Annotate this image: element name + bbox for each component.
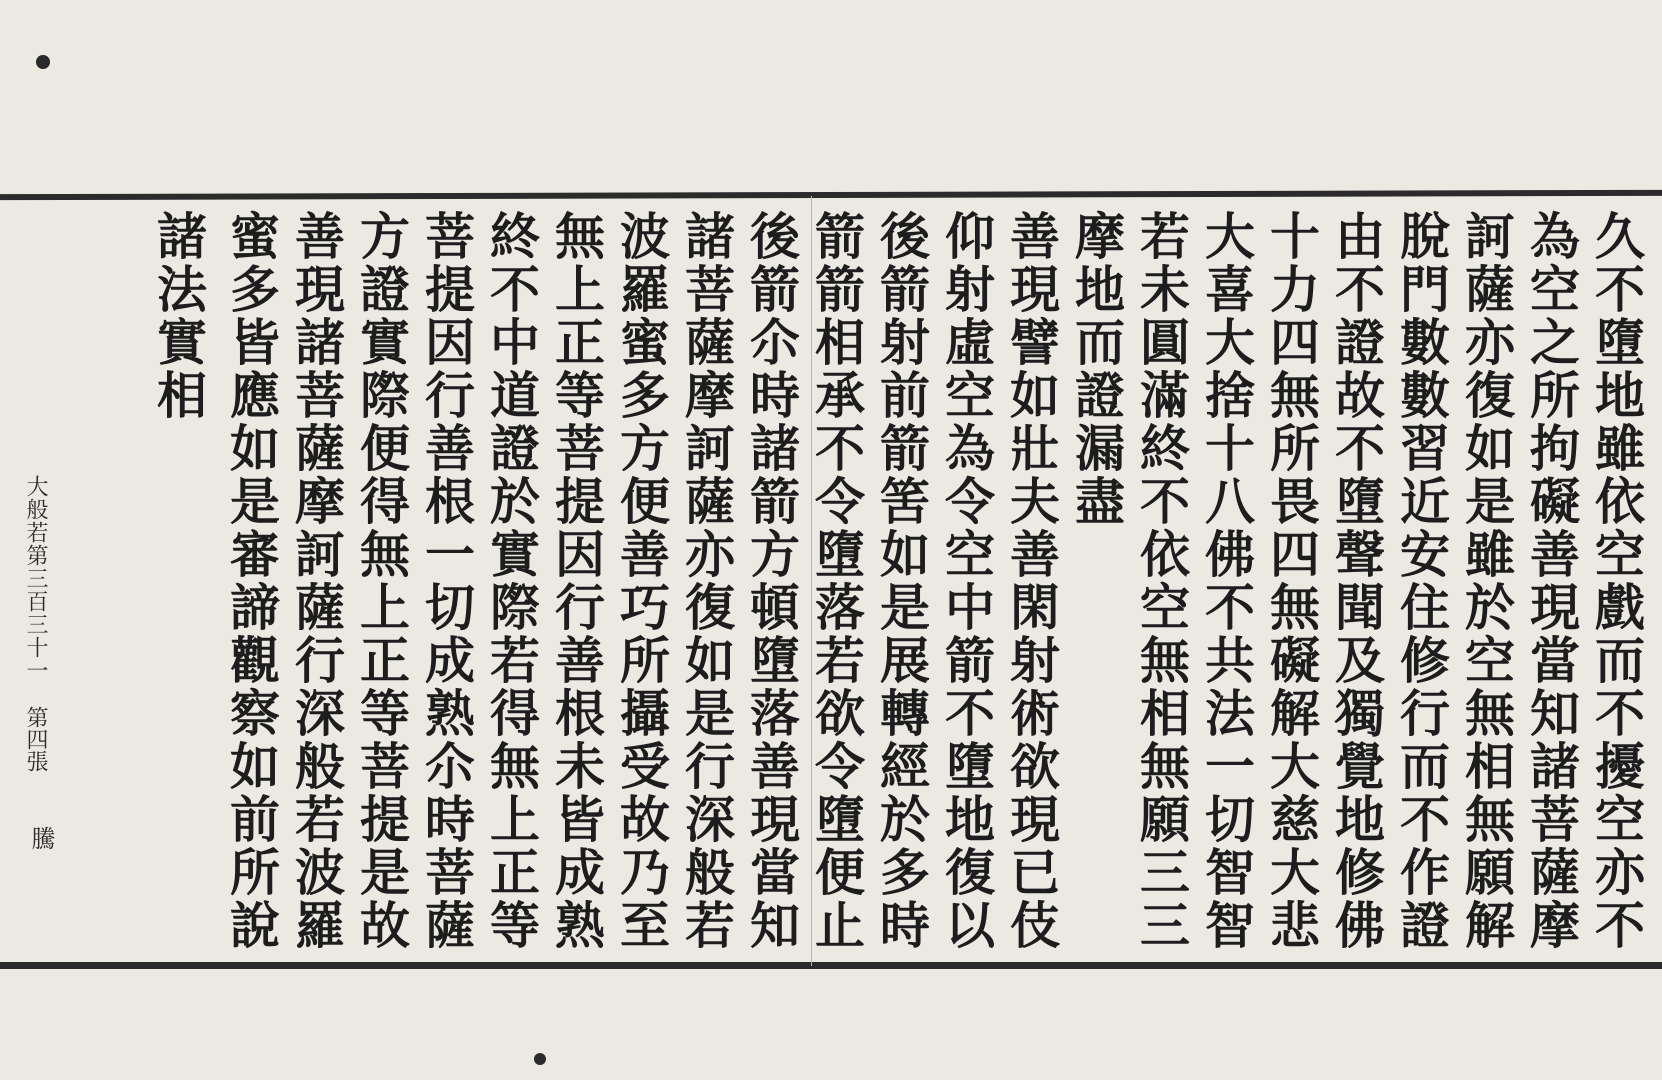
text-column: 仰射虛空為令空中箭不墮地復以 xyxy=(937,210,996,952)
text-column: 為空之所拘礙善現當知諸菩薩摩 xyxy=(1522,210,1581,952)
text-column: 摩地而證漏盡 xyxy=(1067,210,1126,528)
ink-spot xyxy=(534,1053,546,1065)
margin-sutra-title: 大般若第三百三十一 xyxy=(23,475,48,682)
text-column: 菩提因行善根一切成熟尒時菩薩 xyxy=(417,210,476,952)
text-column: 久不墮地雖依空戲而不擾空亦不 xyxy=(1587,210,1646,952)
text-column: 方證實際便得無上正等菩提是故 xyxy=(352,210,411,952)
text-column: 若未圓滿終不依空無相無願三三 xyxy=(1132,210,1191,952)
top-border-line xyxy=(0,190,1662,200)
margin-page-number: 第四張 xyxy=(23,706,48,772)
text-column: 脫門數數習近安住修行而不作證 xyxy=(1392,210,1451,952)
text-column: 箭箭相承不令墮落若欲令墮便止 xyxy=(807,210,866,952)
text-column: 諸法實相 xyxy=(149,210,208,422)
text-column: 無上正等菩提因行善根未皆成熟 xyxy=(547,210,606,952)
text-column: 善現譬如壯夫善閑射術欲現已伎 xyxy=(1002,210,1061,952)
text-column: 訶薩亦復如是雖於空無相無願解 xyxy=(1457,210,1516,952)
main-text xyxy=(0,210,1662,960)
text-column: 由不證故不墮聲聞及獨覺地修佛 xyxy=(1327,210,1386,952)
ink-spot xyxy=(36,55,50,69)
text-column: 後箭射前箭筈如是展轉經於多時 xyxy=(872,210,931,952)
text-column: 後箭尒時諸箭方頓墮落善現當知 xyxy=(742,210,801,952)
text-column: 波羅蜜多方便善巧所攝受故乃至 xyxy=(612,210,671,952)
text-column: 十力四無所畏四無礙解大慈大悲 xyxy=(1262,210,1321,952)
margin-carver-name: 騰 xyxy=(27,826,55,850)
text-column: 終不中道證於實際若得無上正等 xyxy=(482,210,541,952)
text-column: 蜜多皆應如是審諦觀察如前所說 xyxy=(222,210,281,952)
text-column: 善現諸菩薩摩訶薩行深般若波羅 xyxy=(287,210,346,952)
bottom-border-line xyxy=(0,962,1662,969)
text-column: 大喜大捨十八佛不共法一切智智 xyxy=(1197,210,1256,952)
text-column: 諸菩薩摩訶薩亦復如是行深般若 xyxy=(677,210,736,952)
